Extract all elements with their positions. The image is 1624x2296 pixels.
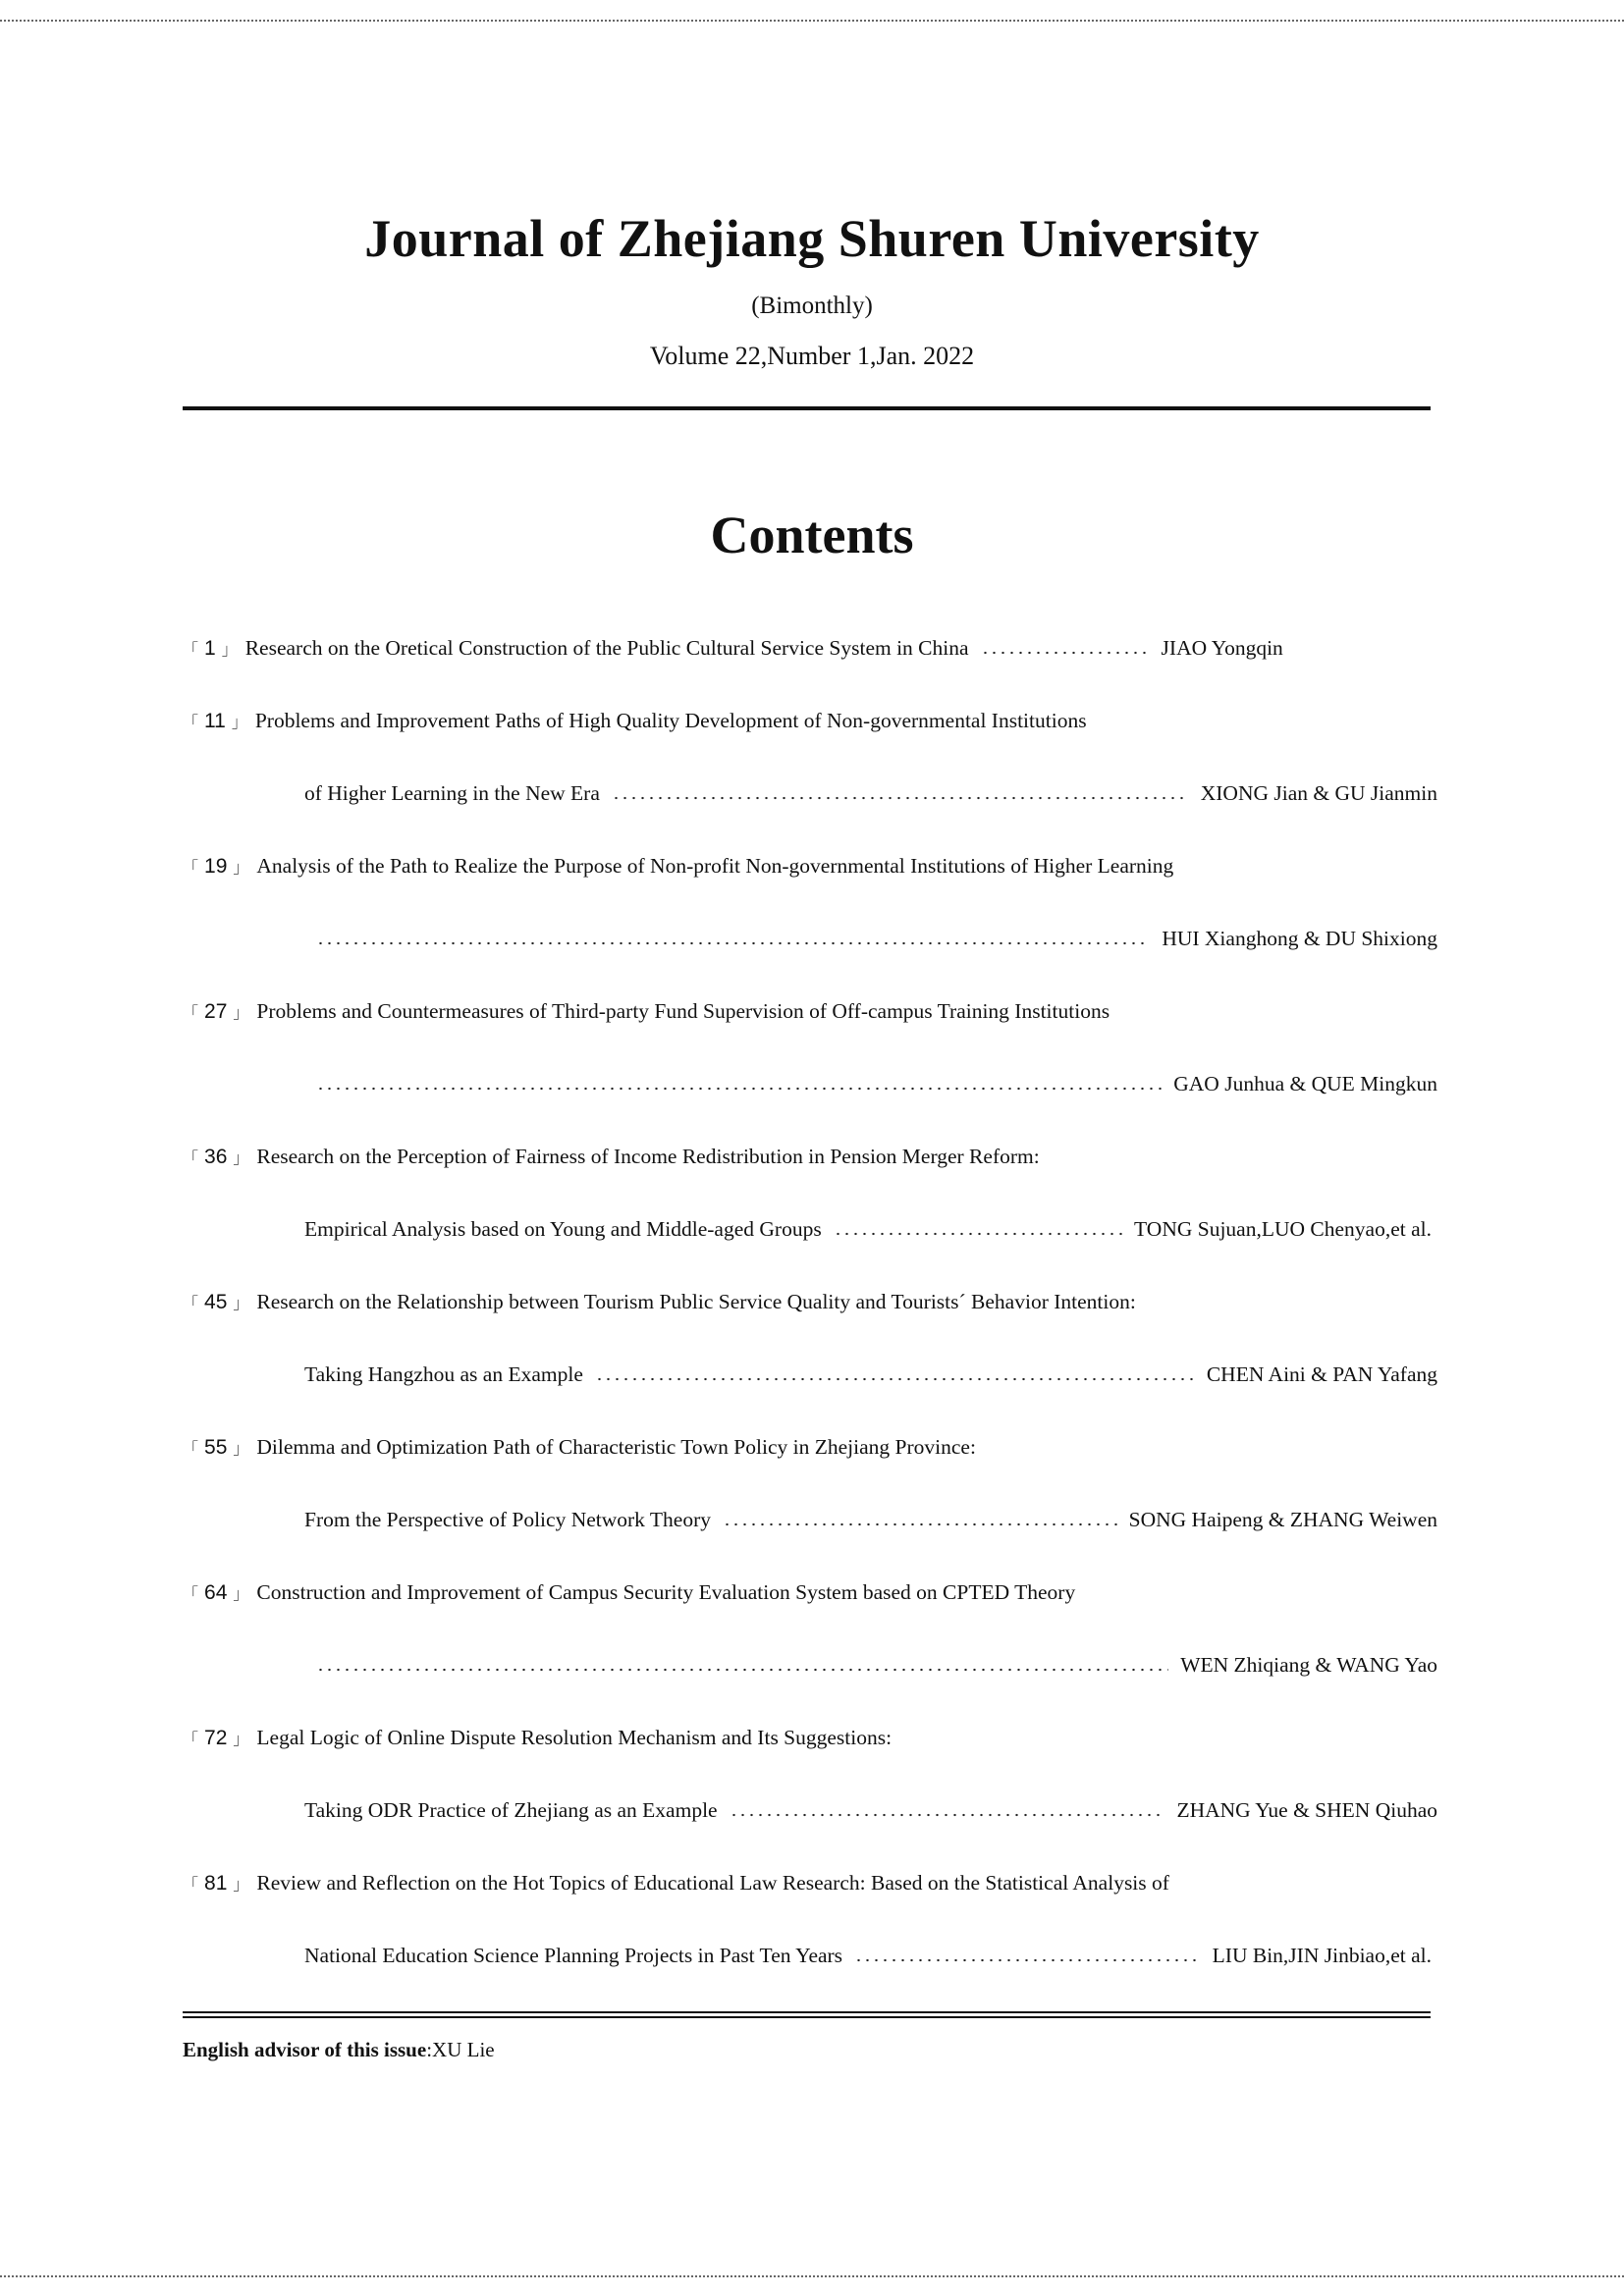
toc-entry-72[interactable] bbox=[183, 1726, 1437, 1759]
article-authors: CHEN Aini & PAN Yafang bbox=[1206, 1362, 1437, 1386]
dot-leader bbox=[854, 1958, 1201, 1962]
toc-entry-64[interactable] bbox=[183, 1580, 1437, 1614]
toc-entry-64-continuation bbox=[304, 1653, 1437, 1686]
article-authors: SONG Haipeng & ZHANG Weiwen bbox=[1128, 1508, 1437, 1531]
page-number: 「 45 」 bbox=[183, 1291, 249, 1313]
article-title: Review and Reflection on the Hot Topics of Educational Law Research: Based on the Statistical Analysis of bbox=[256, 1871, 1169, 1895]
advisor-name: XU Lie bbox=[432, 2038, 495, 2061]
dot-leader bbox=[316, 1087, 1162, 1091]
advisor-label: English advisor of this issue bbox=[183, 2038, 427, 2061]
page-number: 「 64 」 bbox=[183, 1581, 249, 1604]
toc-entry-11[interactable] bbox=[183, 709, 1437, 742]
article-title: Legal Logic of Online Dispute Resolution Mechanism and Its Suggestions: bbox=[256, 1726, 893, 1749]
toc-entry-27-continuation bbox=[304, 1072, 1437, 1105]
article-authors: GAO Junhua & QUE Mingkun bbox=[1173, 1072, 1437, 1095]
english-advisor bbox=[183, 2038, 495, 2062]
dot-leader bbox=[595, 1377, 1195, 1381]
dot-leader bbox=[316, 1668, 1168, 1672]
article-authors: LIU Bin,JIN Jinbiao,et al. bbox=[1212, 1944, 1432, 1967]
page-number: 「 11 」 bbox=[183, 710, 247, 732]
advisor-separator: : bbox=[426, 2038, 433, 2061]
article-title-continuation: Taking Hangzhou as an Example bbox=[304, 1362, 583, 1386]
article-title: Research on the Perception of Fairness of Income Redistribution in Pension Merger Reform: bbox=[256, 1145, 1040, 1168]
page-number: 「 72 」 bbox=[183, 1727, 249, 1749]
page-number: 「 1 」 bbox=[183, 637, 238, 660]
footer-rule-lower bbox=[183, 2016, 1431, 2018]
dot-leader bbox=[834, 1232, 1122, 1236]
volume-line: Volume 22,Number 1,Jan. 2022 bbox=[649, 342, 975, 370]
toc-entry-81[interactable] bbox=[183, 1871, 1437, 1904]
article-title-continuation: Empirical Analysis based on Young and Middle-aged Groups bbox=[304, 1217, 822, 1241]
dot-leader bbox=[723, 1522, 1117, 1526]
page-number: 「 81 」 bbox=[183, 1872, 249, 1895]
dot-leader bbox=[981, 651, 1150, 655]
dot-leader bbox=[316, 941, 1150, 945]
toc-entry-36-continuation bbox=[304, 1217, 1432, 1251]
toc-entry-81-continuation bbox=[304, 1944, 1432, 1977]
article-title: Problems and Countermeasures of Third-party Fund Supervision of Off-campus Training Institutions bbox=[256, 999, 1110, 1023]
toc-entry-27[interactable] bbox=[183, 999, 1437, 1033]
article-authors: JIAO Yongqin bbox=[1161, 636, 1283, 660]
toc-entry-45[interactable] bbox=[183, 1290, 1437, 1323]
toc-entry-19-continuation bbox=[304, 927, 1437, 960]
article-title-continuation: Taking ODR Practice of Zhejiang as an Example bbox=[304, 1798, 718, 1822]
toc-entry-11-continuation bbox=[304, 781, 1437, 815]
article-title: Research on the Relationship between Tourism Public Service Quality and Tourists´ Behavior Intention: bbox=[256, 1290, 1136, 1313]
toc-entry-36[interactable] bbox=[183, 1145, 1437, 1178]
article-title-continuation: of Higher Learning in the New Era bbox=[304, 781, 600, 805]
dot-leader bbox=[730, 1813, 1165, 1817]
toc-entry-55-continuation bbox=[304, 1508, 1437, 1541]
page-number: 「 36 」 bbox=[183, 1146, 249, 1168]
article-title-continuation: National Education Science Planning Projects in Past Ten Years bbox=[304, 1944, 843, 1967]
page-number: 「 19 」 bbox=[183, 855, 249, 878]
publication-frequency: (Bimonthly) bbox=[751, 293, 873, 319]
article-title: Construction and Improvement of Campus Security Evaluation System based on CPTED Theory bbox=[256, 1580, 1076, 1604]
article-authors: XIONG Jian & GU Jianmin bbox=[1200, 781, 1437, 805]
toc-entry-19[interactable] bbox=[183, 854, 1437, 887]
article-title-continuation: From the Perspective of Policy Network Theory bbox=[304, 1508, 711, 1531]
article-authors: TONG Sujuan,LUO Chenyao,et al. bbox=[1134, 1217, 1432, 1241]
toc-entry-55[interactable] bbox=[183, 1435, 1437, 1468]
article-title: Problems and Improvement Paths of High Quality Development of Non-governmental Institutions bbox=[254, 709, 1087, 732]
article-title: Research on the Oretical Construction of the Public Cultural Service System in China bbox=[244, 636, 969, 660]
toc-entry-45-continuation bbox=[304, 1362, 1437, 1396]
page-number: 「 27 」 bbox=[183, 1000, 249, 1023]
page-number: 「 55 」 bbox=[183, 1436, 249, 1459]
contents-heading: Contents bbox=[710, 506, 914, 564]
bottom-cut-line bbox=[0, 2275, 1624, 2277]
article-title: Analysis of the Path to Realize the Purpose of Non-profit Non-governmental Institutions of Higher Learning bbox=[256, 854, 1174, 878]
toc-entry-1[interactable] bbox=[183, 636, 1437, 669]
article-title: Dilemma and Optimization Path of Characteristic Town Policy in Zhejiang Province: bbox=[256, 1435, 976, 1459]
footer-rule-upper bbox=[183, 2011, 1431, 2013]
article-authors: HUI Xianghong & DU Shixiong bbox=[1162, 927, 1437, 950]
dot-leader bbox=[612, 796, 1189, 800]
article-authors: WEN Zhiqiang & WANG Yao bbox=[1180, 1653, 1437, 1677]
journal-title: Journal of Zhejiang Shuren University bbox=[364, 209, 1260, 268]
toc-entry-72-continuation bbox=[304, 1798, 1437, 1832]
article-authors: ZHANG Yue & SHEN Qiuhao bbox=[1176, 1798, 1437, 1822]
